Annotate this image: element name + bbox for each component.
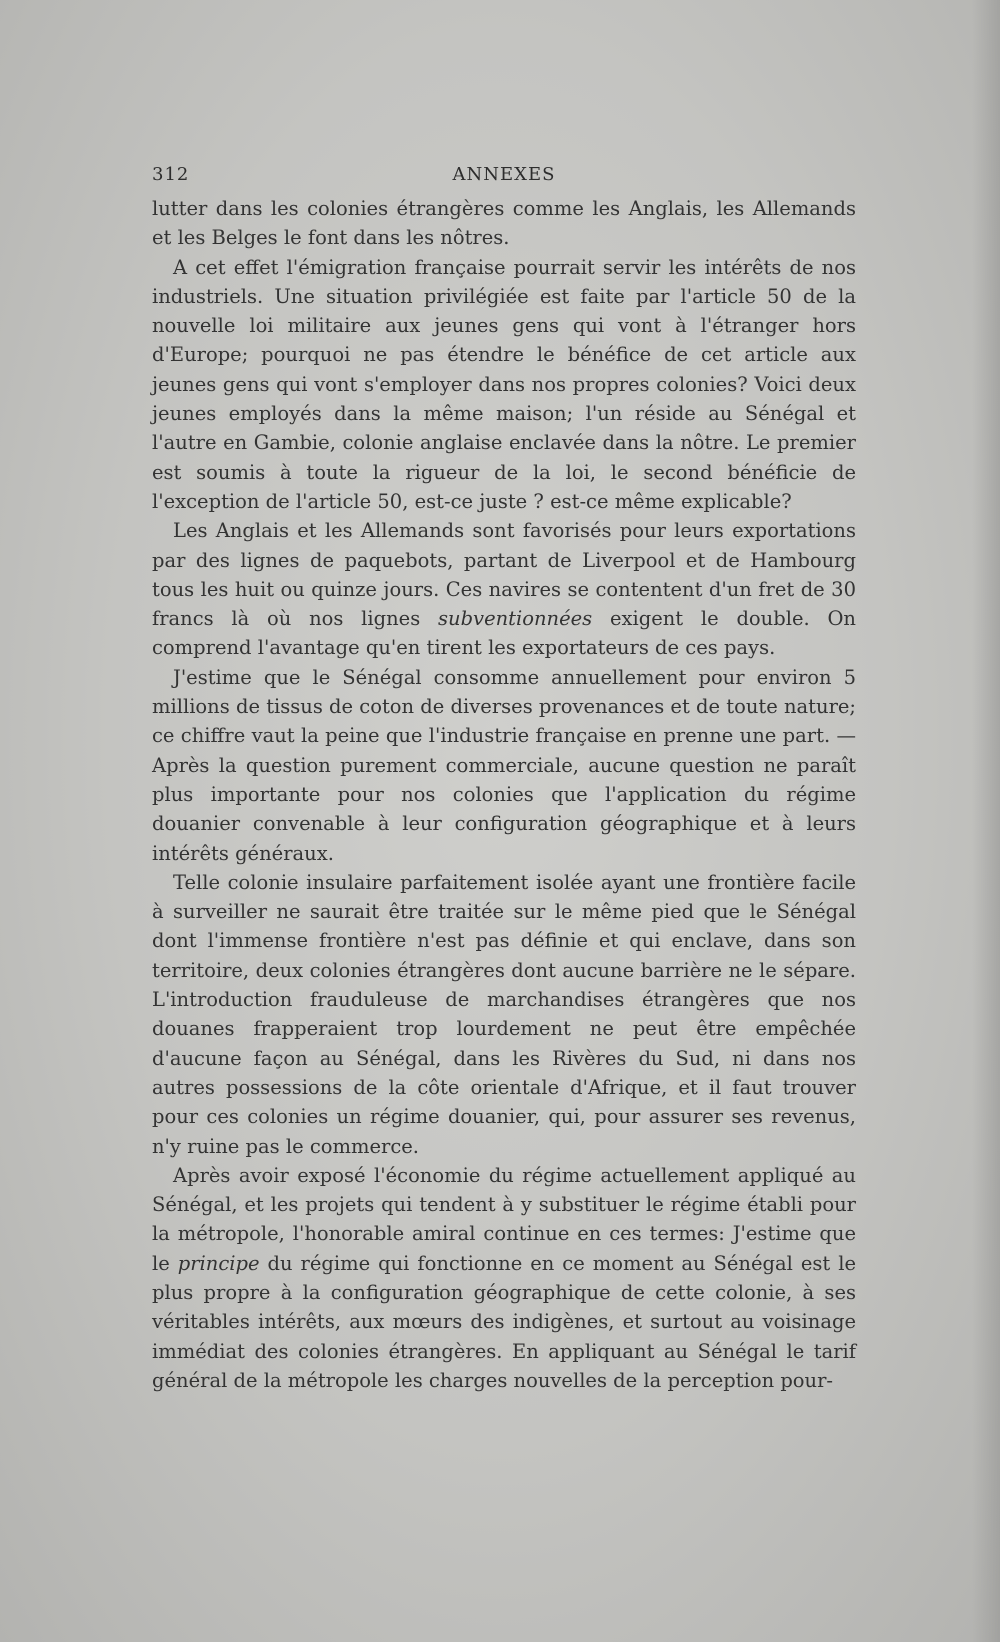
text-run: Telle colonie insulaire parfaitement isolée ayant une frontière facile à surveiller ne saurait être traitée sur le même pied que le Sénégal dont l'immense frontière n'est pas définie et qui enclave, dans son territoire, deux colonies étrangères dont aucune barrière ne le sépare. L'introduction frauduleuse de marchandises étrangères que nos douanes frapperaient trop lourdement ne peut être empêchée d'aucune façon au Sénégal, dans les Rivères du Sud, ni dans nos autres possessions de la côte orientale d'Afrique, et il faut trouver pour ces colonies un régime douanier, qui, pour assurer ses revenus, n'y ruine pas le commerce.	[152, 870, 856, 1158]
running-title: ANNEXES	[452, 164, 556, 185]
paragraph	[152, 1161, 856, 1395]
paragraph	[152, 663, 856, 868]
body-text	[152, 194, 856, 1395]
page-header	[152, 164, 856, 192]
text-run: du régime qui fonctionne en ce moment au Sénégal est le plus propre à la configuration géographique de cette colonie, à ses véritables intérêts, aux mœurs des indigènes, et surtout au voisinage immédiat des colonies étrangères. En appliquant au Sénégal le tarif général de la métropole les charges nouvelles de la perception pour-	[152, 1251, 856, 1392]
page-number: 312	[152, 164, 190, 185]
text-run: Après avoir exposé l'économie du régime actuellement appliqué au Sénégal, et les projets qui tendent à y substituer le régime établi pour la métropole, l'honorable amiral continue en ces termes: J'estime que le	[152, 1163, 856, 1275]
page-edge-shadow	[972, 0, 1000, 1642]
paragraph	[152, 194, 856, 253]
paragraph	[152, 253, 856, 517]
text-run: A cet effet l'émigration française pourrait servir les intérêts de nos industriels. Une situation privilégiée est faite par l'article 50 de la nouvelle loi militaire aux jeunes gens qui vont à l'étranger hors d'Europe; pourquoi ne pas étendre le bénéfice de cet article aux jeunes gens qui vont s'employer dans nos propres colonies? Voici deux jeunes employés dans la même maison; l'un réside au Sénégal et l'autre en Gambie, colonie anglaise enclavée dans la nôtre. Le premier est soumis à toute la rigueur de la loi, le second bénéficie de l'exception de l'article 50, est-ce juste ? est-ce même explicable?	[152, 255, 856, 513]
text-run: exigent le double. On comprend l'avantage qu'en tirent les exportateurs de ces pays.	[152, 607, 856, 660]
italic-text: principe	[177, 1251, 260, 1275]
text-run: Les Anglais et les Allemands sont favorisés pour leurs exportations par des lignes de paquebots, partant de Liverpool et de Hambourg tous les huit ou quinze jours. Ces navires se contentent d'un fret de 30 francs là où nos lignes	[152, 519, 856, 631]
paragraph	[152, 516, 856, 662]
text-run: lutter dans les colonies étrangères comme les Anglais, les Allemands et les Belges le font dans les nôtres.	[152, 197, 856, 250]
text-run: J'estime que le Sénégal consomme annuellement pour environ 5 millions de tissus de coton de diverses provenances et de toute nature; ce chiffre vaut la peine que l'industrie française en prenne une part. — Après la question purement commerciale, aucune question ne paraît plus importante pour nos colonies que l'application du régime douanier convenable à leur configuration géographique et à leurs intérêts généraux.	[152, 665, 856, 865]
paragraph	[152, 868, 856, 1161]
italic-text: subventionnées	[438, 607, 593, 631]
